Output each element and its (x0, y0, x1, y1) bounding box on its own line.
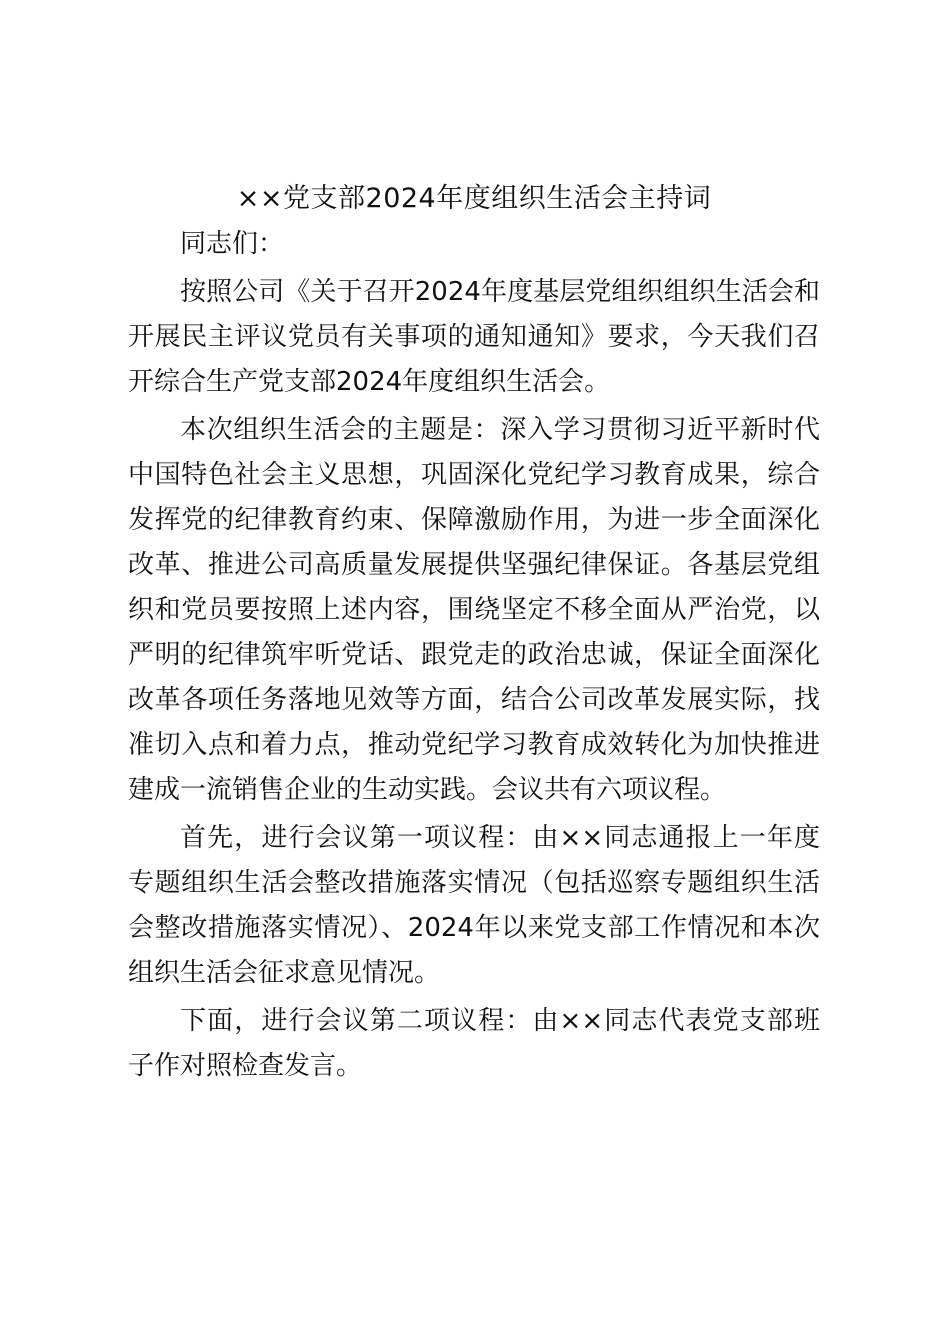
document-page (128, 176, 820, 1089)
paragraph-theme: 本次组织生活会的主题是：深入学习贯彻习近平新时代中国特色社会主义思想，巩固深化党纪学习教育成果，综合发挥党的纪律教育约束、保障激励作用，为进一步全面深化改革、推进公司高质量发展提供坚强纪律保证。各基层党组织和党员要按照上述内容，围绕坚定不移全面从严治党，以严明的纪律筑牢听党话、跟党走的政治忠诚，保证全面深化改革各项任务落地见效等方面，结合公司改革发展实际，找准切入点和着力点，推动党纪学习教育成效转化为加快推进建成一流销售企业的生动实践。会议共有六项议程。 (128, 415, 820, 805)
paragraph-agenda-one: 首先，进行会议第一项议程：由××同志通报上一年度专题组织生活会整改措施落实情况（包括巡察专题组织生活会整改措施落实情况）、2024年以来党支部工作情况和本次组织生活会征求意见情况。 (128, 823, 820, 988)
paragraph-notice: 按照公司《关于召开2024年度基层党组织组织生活会和开展民主评议党员有关事项的通知通知》要求，今天我们召开综合生产党支部2024年度组织生活会。 (128, 277, 820, 397)
salutation: 同志们： (180, 229, 285, 259)
document-title: ××党支部2024年度组织生活会主持词 (236, 183, 712, 214)
paragraph-agenda-two: 下面，进行会议第二项议程：由××同志代表党支部班子作对照检查发言。 (128, 1006, 820, 1081)
